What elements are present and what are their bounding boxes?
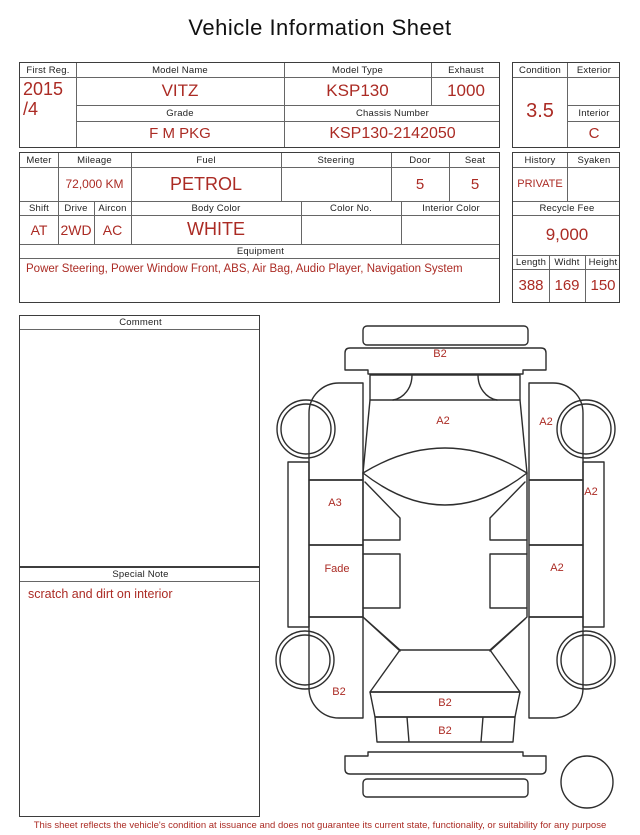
exhaust-label: Exhaust	[448, 64, 484, 76]
grade-value: F M PKG	[149, 125, 211, 142]
interior-label: Interior	[578, 107, 610, 119]
disclaimer-text: This sheet reflects the vehicle's condition at issuance and does not guarantee its current state, functionality, or suitability for any purpose	[33, 819, 607, 831]
car-diagram	[270, 315, 640, 815]
comment-label: Comment	[119, 317, 162, 328]
condition-label: Condition	[519, 64, 561, 76]
exterior-label: Exterior	[576, 64, 612, 76]
damage-label: A3	[328, 497, 342, 509]
history-value: PRIVATE	[517, 178, 563, 190]
special-note-box	[19, 567, 260, 817]
model-name-label: Model Name	[152, 64, 208, 76]
damage-label: Fade	[324, 563, 350, 575]
exhaust-value: 1000	[447, 81, 485, 100]
body-color-value: WHITE	[187, 219, 245, 239]
recycle-fee-value: 9,000	[545, 225, 589, 244]
equipment-label: Equipment	[236, 245, 285, 257]
condition-table	[512, 62, 620, 148]
damage-label: B2	[332, 686, 346, 698]
first-reg-value-line1: 2015	[23, 79, 64, 99]
drive-value: 2WD	[60, 221, 92, 238]
chassis-number-value: KSP130-2142050	[329, 124, 456, 142]
aircon-value: AC	[102, 221, 123, 238]
vehicle-id-table	[19, 62, 500, 148]
fuel-label: Fuel	[196, 154, 216, 166]
door-label: Door	[409, 154, 431, 166]
syaken-label: Syaken	[577, 154, 611, 166]
shift-value: AT	[30, 221, 48, 238]
chassis-number-label: Chassis Number	[355, 107, 429, 119]
seat-value: 5	[470, 175, 480, 193]
damage-label: A2	[584, 486, 598, 498]
spare-tire	[561, 756, 613, 808]
comment-box	[19, 315, 260, 567]
spec-table	[19, 152, 500, 303]
condition-value: 3.5	[526, 100, 554, 122]
damage-label: B2	[438, 725, 452, 737]
first-reg-label: First Reg.	[26, 64, 70, 76]
length-value: 388	[518, 276, 544, 294]
color-no-value	[301, 215, 401, 244]
aircon-label: Aircon	[98, 202, 127, 214]
interior-value: C	[588, 125, 600, 142]
history-label: History	[524, 154, 556, 166]
first-reg-value-line2: /4	[23, 99, 39, 119]
fuel-value: PETROL	[169, 173, 243, 194]
damage-label: A2	[550, 562, 564, 574]
recycle-fee-label: Recycle Fee	[539, 202, 595, 214]
grade-label: Grade	[166, 107, 194, 119]
special-note-value: scratch and dirt on interior	[28, 587, 173, 601]
damage-label: B2	[438, 697, 452, 709]
comment-value	[20, 329, 261, 568]
drive-label: Drive	[64, 202, 88, 214]
interior-color-label: Interior Color	[422, 202, 480, 214]
damage-label: A2	[436, 415, 450, 427]
steering-label: Steering	[317, 154, 355, 166]
body-color-label: Body Color	[191, 202, 241, 214]
syaken-value	[567, 167, 621, 201]
model-type-value: KSP130	[326, 81, 389, 100]
height-value: 150	[590, 276, 616, 294]
history-fee-table	[512, 152, 620, 303]
exterior-value	[567, 77, 621, 105]
model-name-value: VITZ	[161, 81, 199, 100]
shift-label: Shift	[28, 202, 49, 214]
special-note-label: Special Note	[112, 569, 169, 580]
color-no-label: Color No.	[330, 202, 372, 214]
meter-value	[20, 167, 58, 201]
damage-label: A2	[539, 416, 553, 428]
height-label: Height	[588, 256, 618, 268]
mileage-value: 72,000 KM	[65, 177, 124, 191]
door-value: 5	[415, 175, 425, 193]
page-title: Vehicle Information Sheet	[188, 15, 452, 40]
length-label: Length	[515, 256, 547, 268]
model-type-label: Model Type	[332, 64, 383, 76]
equipment-value: Power Steering, Power Window Front, ABS, Air Bag, Audio Player, Navigation System	[26, 263, 463, 275]
seat-label: Seat	[464, 154, 486, 166]
mileage-label: Mileage	[77, 154, 112, 166]
width-label: Widht	[554, 256, 580, 268]
steering-value	[281, 167, 391, 201]
width-value: 169	[554, 276, 580, 294]
interior-color-value	[401, 215, 501, 244]
meter-label: Meter	[26, 154, 52, 166]
damage-label: B2	[433, 348, 447, 360]
